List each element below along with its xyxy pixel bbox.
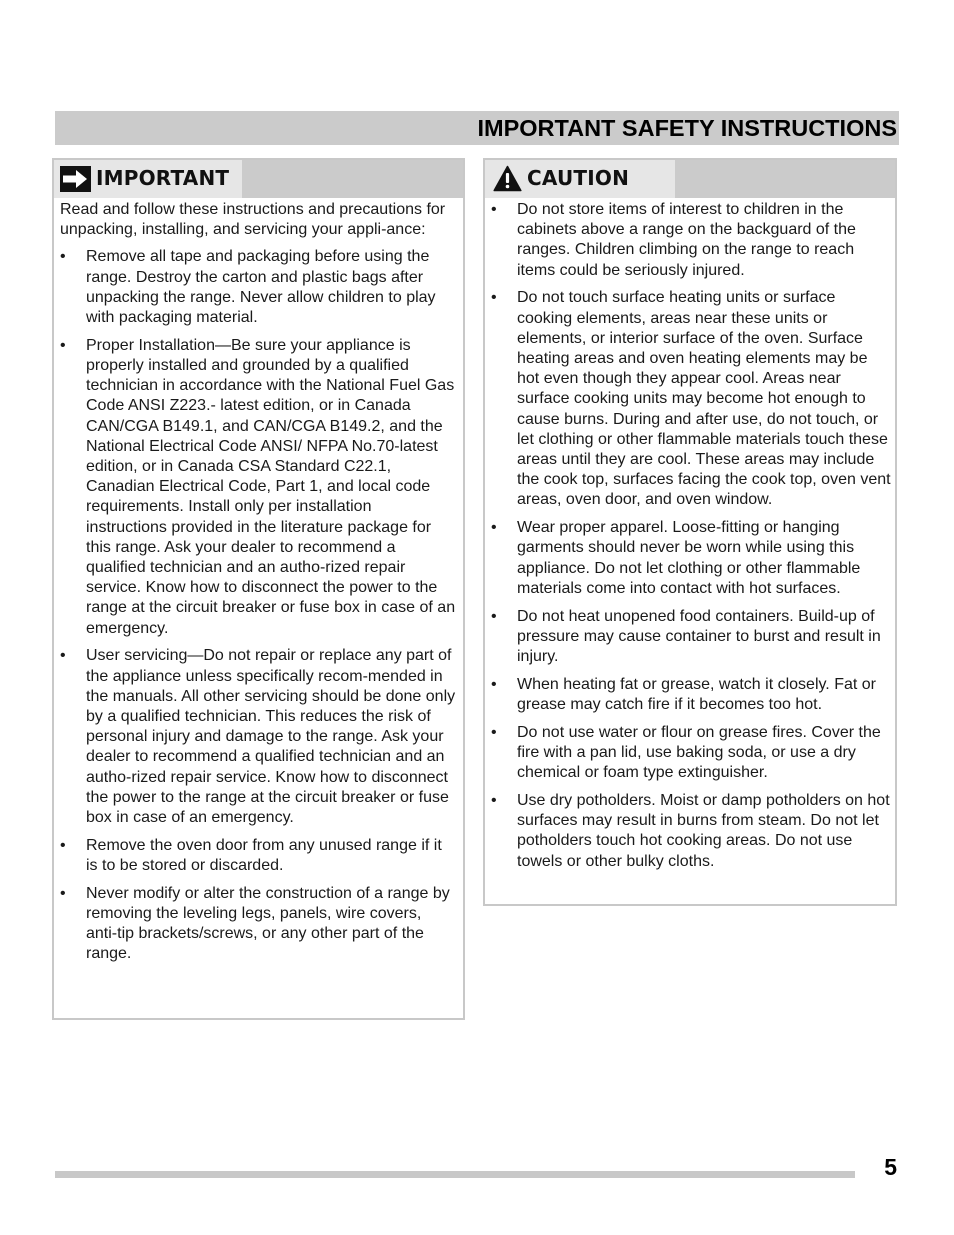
list-item [491,288,891,510]
list-item-text: Do not store items of interest to children in the cabinets above a range on the backguard of the ranges. Children climbing on the range to reach items could be seriously injured. [517,201,856,279]
caution-body [491,200,891,879]
important-header [54,160,463,198]
list-item-text: Wear proper apparel. Loose-fitting or hanging garments should never be worn while using this appliance. Do not let clothing or other flammable materials come into contact with hot surfaces. [517,519,861,597]
bullet: • [491,201,497,218]
list-item [491,791,891,872]
list-item-text: Proper Installation—Be sure your appliance is properly installed and grounded by a qualified technician in accordance with the National Fuel Gas Code ANSI Z223.- latest edition, or in Canada CAN/CGA B149.1, and CAN/CGA B149.2, and the National Electrical Code ANSI/ NFPA No.70-latest edition, or in Canada CSA Standard C22.1, Canadian Electrical Code, Part 1, and local code requirements. Install only per installation instructions provided in the literature package for this range. Ask your dealer to recommend a qualified technician and an autho-rized repair service. Know how to disconnect the power to the range at the circuit breaker or fuse box in case of an emergency. [86,336,456,637]
list-item-text: Do not touch surface heating units or surface cooking elements, areas near these units or elements, or interior surface of the oven. Surface heating areas and oven heating elements may be hot even though they appear cool. Areas near surface cooking units may become hot enough to cause burns. During and after use, do not touch, or let clothing or other flammable materials touch these areas until they are cool. These areas may include the cook top, surfaces facing the cook top, oven vent areas, oven door, and oven window. [517,289,891,509]
bullet: • [491,675,497,693]
important-intro: Read and follow these instructions and precautions for unpacking, installing, and servicing your appli-ance: [60,201,446,239]
important-tab [54,160,242,198]
list-item-text: Remove the oven door from any unused range if it is to be stored or discarded. [86,836,442,875]
page-title: IMPORTANT SAFETY INSTRUCTIONS [477,115,897,141]
caution-header [485,160,895,198]
list-item [491,607,891,668]
list-item [60,836,456,876]
list-item [60,884,456,965]
bullet: • [60,836,66,854]
list-item-text: Use dry potholders. Moist or damp potholders on hot surfaces may result in burns from steam. Do not let potholders touch hot cooking areas. Do not use towels or other bulky cloths. [517,792,890,870]
list-item [491,518,891,599]
footer-bar [55,1171,855,1178]
caution-label: CAUTION [527,166,630,190]
list-item-text: Do not use water or flour on grease fires. Cover the fire with a pan lid, use baking soda, or use a dry chemical or foam type extinguisher. [517,723,881,782]
warning-triangle-icon [493,165,522,192]
bullet: • [60,248,66,266]
header-bar [55,111,899,145]
list-item-text: Never modify or alter the construction of a range by removing the leveling legs, panels, wire covers, anti-tip brackets/screws, or any other part of the range. [86,884,450,963]
bullet: • [491,607,497,625]
list-item [60,336,456,639]
list-item [60,247,456,328]
important-box [52,158,465,1020]
caution-tab [485,160,675,198]
bullet: • [60,647,66,665]
bullet: • [491,289,497,307]
important-label: IMPORTANT [96,166,230,190]
list-item-text: Remove all tape and packaging before using the range. Destroy the carton and plastic bags after unpacking the range. Never allow children to play with packaging material. [86,248,436,327]
list-item [491,200,891,281]
list-item [60,646,456,828]
list-item [491,675,891,715]
important-body [60,200,456,972]
bullet: • [491,723,497,741]
bullet: • [491,792,497,810]
caution-list [491,200,891,872]
list-item-text: Do not heat unopened food containers. Build-up of pressure may cause container to burst and result in injury. [517,607,881,666]
bullet: • [60,884,66,902]
important-list [60,247,456,964]
bullet: • [491,519,497,537]
arrow-right-icon [60,166,91,192]
page-number: 5 [884,1154,897,1180]
list-item-text: User servicing—Do not repair or replace any part of the appliance unless specifically recom-mended in the manuals. All other servicing should be done only by a qualified technician. This reduces the risk of personal injury and damage to the range. Ask your dealer to recommend a qualified technician and an autho-rized repair service. Know how to disconnect the power to the range at the circuit breaker or fuse box in case of an emergency. [86,647,456,827]
list-item [491,723,891,784]
list-item-text: When heating fat or grease, watch it closely. Fat or grease may catch fire if it becomes too hot. [517,675,876,714]
caution-box [483,158,897,906]
bullet: • [60,336,66,354]
